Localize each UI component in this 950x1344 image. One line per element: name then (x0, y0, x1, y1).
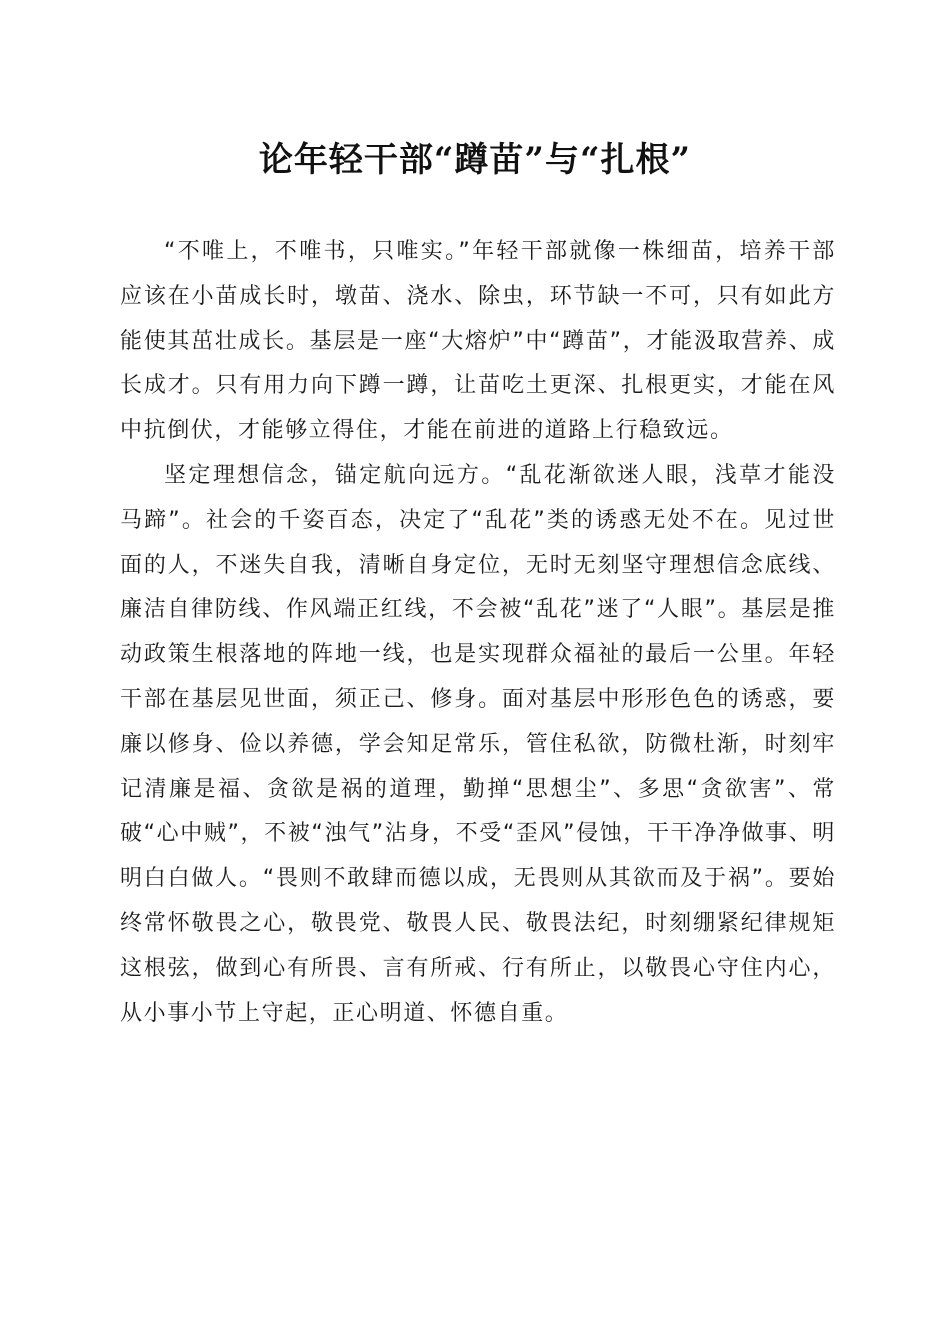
document-title: 论年轻干部“蹲苗”与“扎根” (258, 140, 692, 180)
paragraph-2: 坚定理想信念，锚定航向远方。“乱花渐欲迷人眼，浅草才能没马蹄”。社会的千姿百态，决定了“乱花”类的诱惑无处不在。见过世面的人，不迷失自我，清晰自身定位，无时无刻坚守理想信念底线、廉洁自律防线、作风端正红线，不会被“乱花”迷了“人眼”。基层是推动政策生根落地的阵地一线，也是实现群众福祉的最后一公里。年轻干部在基层见世面，须正己、修身。面对基层中形形色色的诱惑，要廉以修身、俭以养德，学会知足常乐，管住私欲，防微杜渐，时刻牢记清廉是福、贪欲是祸的道理，勤掸“思想尘”、多思“贪欲害”、常破“心中贼”，不被“浊气”沾身，不受“歪风”侵蚀，干干净净做事、明明白白做人。“畏则不敢肆而德以成，无畏则从其欲而及于祸”。要始终常怀敬畏之心，敬畏党、敬畏人民、敬畏法纪，时刻绷紧纪律规矩这根弦，做到心有所畏、言有所戒、行有所止，以敬畏心守住内心，从小事小节上守起，正心明道、怀德自重。 (120, 462, 836, 1026)
paragraph-1: “不唯上，不唯书，只唯实。”年轻干部就像一株细苗，培养干部应该在小苗成长时，墩苗、浇水、除虫，环节缺一不可，只有如此方能使其茁壮成长。基层是一座“大熔炉”中“蹲苗”，才能汲取营养、成长成才。只有用力向下蹲一蹲，让苗吃土更深、扎根更实，才能在风中抗倒伏，才能够立得住，才能在前进的道路上行稳致远。 (120, 239, 836, 444)
document-body (120, 230, 836, 1036)
